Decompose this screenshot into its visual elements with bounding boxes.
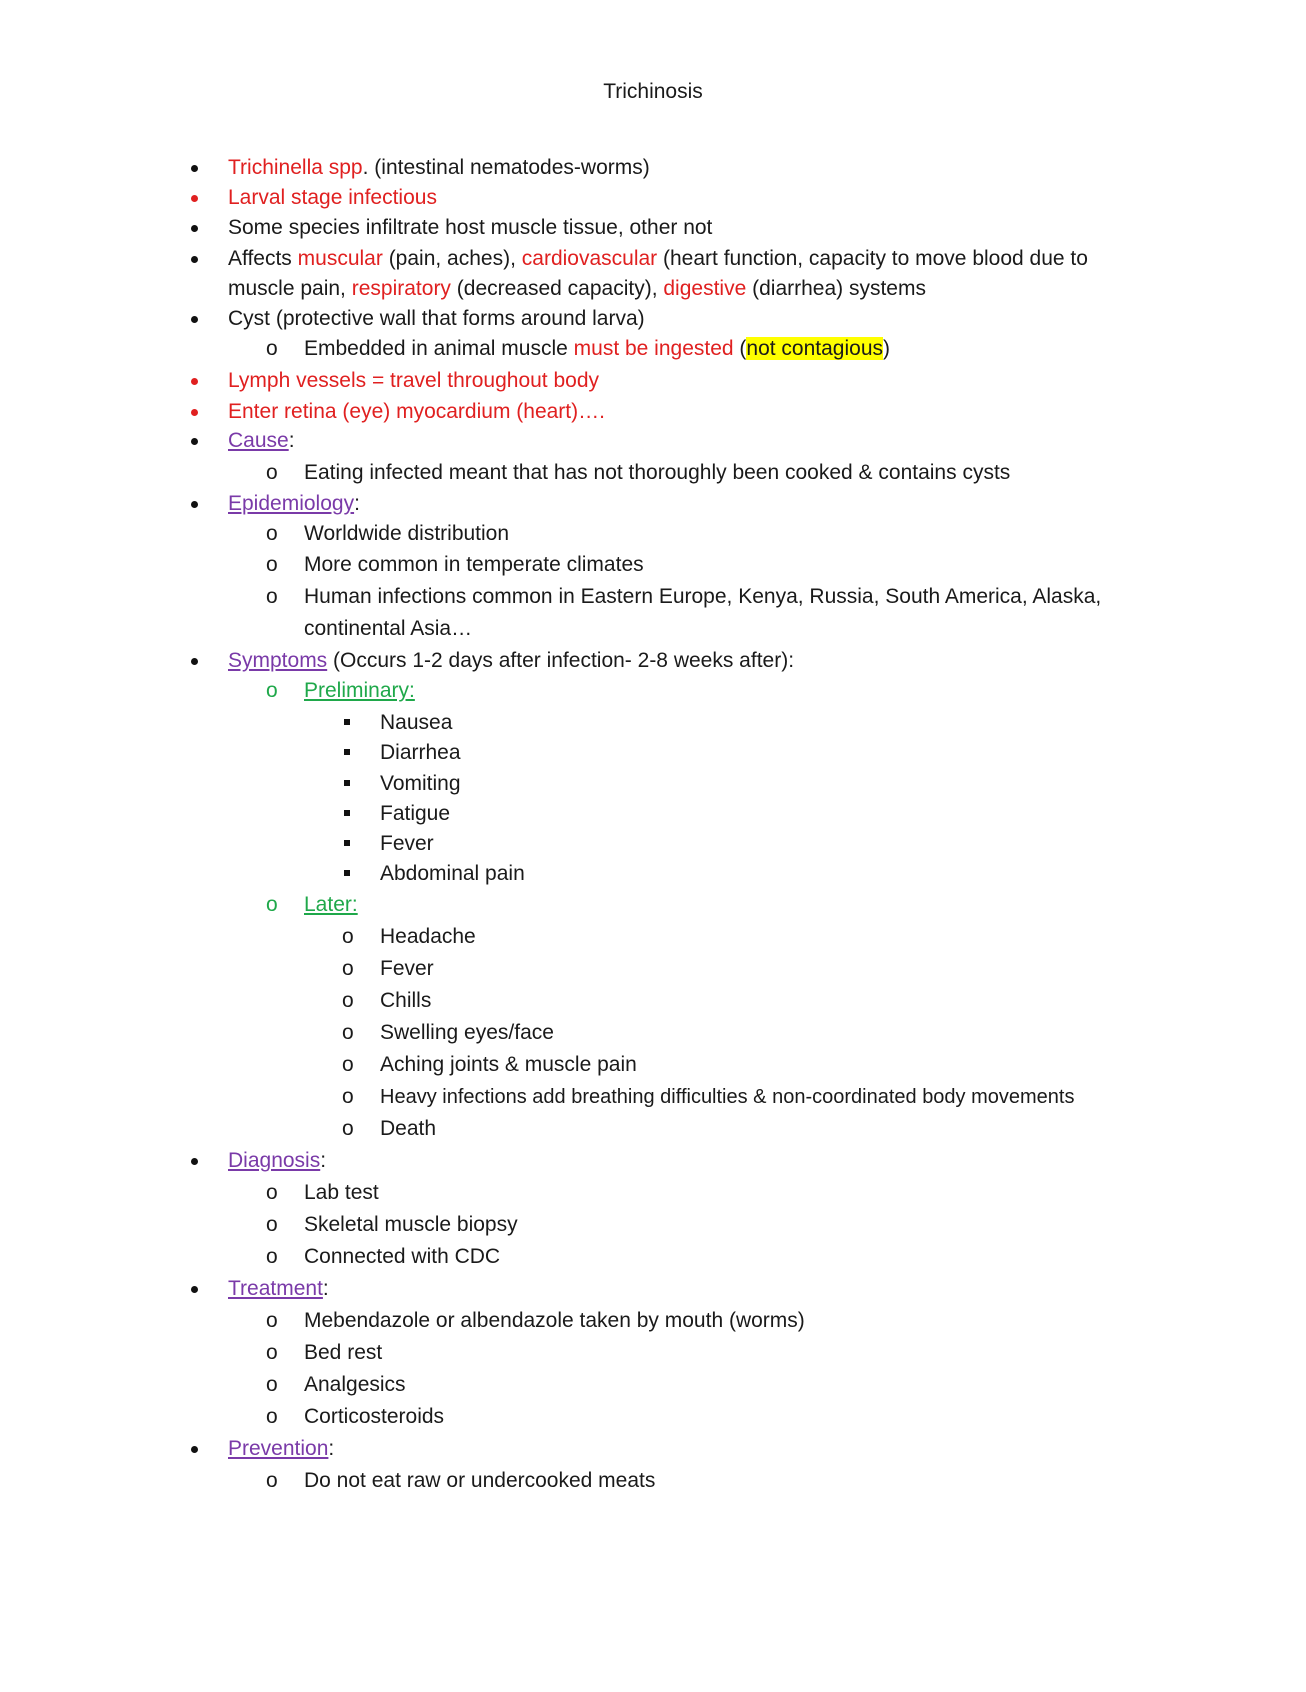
preliminary-item: Fever — [380, 832, 434, 855]
epidemiology-link[interactable]: Epidemiology — [228, 492, 355, 515]
text: (Occurs 1-2 days after infection- 2-8 weeks after): — [327, 649, 795, 672]
epidemiology-item: Human infections common in Eastern Europe, Kenya, Russia, South America, Alaska, — [304, 585, 1102, 608]
epidemiology-item: More common in temperate climates — [304, 553, 644, 576]
text: : — [320, 1149, 327, 1172]
intro-line-5-sub — [304, 334, 890, 364]
bullet-dot — [191, 438, 198, 445]
preliminary-item: Abdominal pain — [380, 862, 525, 885]
sub-marker: o — [266, 1245, 278, 1268]
diagnosis-item: Skeletal muscle biopsy — [304, 1213, 518, 1236]
later-heading — [304, 890, 358, 920]
diagnosis-heading — [228, 1146, 326, 1176]
preliminary-item: Nausea — [380, 711, 453, 734]
intro-line-1 — [228, 153, 650, 183]
later-link[interactable]: Later: — [304, 893, 358, 916]
square-bullet — [344, 780, 350, 786]
sub-marker: o — [266, 1341, 278, 1364]
text: (pain, aches), — [382, 247, 522, 270]
bullet-dot — [191, 1286, 198, 1293]
diagnosis-item: Lab test — [304, 1181, 379, 1204]
symptoms-link[interactable]: Symptoms — [228, 649, 328, 672]
square-bullet — [344, 719, 350, 725]
text: : — [288, 429, 295, 452]
text: Embedded in animal muscle — [304, 337, 574, 360]
sub-marker: o — [342, 925, 354, 948]
sub-marker: o — [342, 1021, 354, 1044]
text: ) — [883, 337, 891, 360]
cause-heading — [228, 426, 295, 456]
treatment-item: Mebendazole or albendazole taken by mouth (worms) — [304, 1309, 805, 1332]
sub-marker: o — [266, 1373, 278, 1396]
square-bullet — [344, 810, 350, 816]
later-item: Swelling eyes/face — [380, 1021, 554, 1044]
highlighted-text: not contagious — [746, 337, 884, 360]
later-item: Fever — [380, 957, 434, 980]
bullet-dot — [191, 409, 198, 416]
bullet-dot — [191, 256, 198, 263]
text: (decreased capacity), — [450, 277, 664, 300]
square-bullet — [344, 749, 350, 755]
sub-marker: o — [266, 1405, 278, 1428]
sub-marker: o — [342, 1085, 354, 1108]
intro-line-4b — [228, 274, 926, 304]
sub-marker: o — [266, 585, 278, 608]
preliminary-link[interactable]: Preliminary: — [304, 679, 415, 702]
sub-marker: o — [266, 1213, 278, 1236]
bullet-dot — [191, 501, 198, 508]
sub-marker: o — [266, 1469, 278, 1492]
epidemiology-item-continued: continental Asia… — [304, 617, 473, 640]
treatment-link[interactable]: Treatment — [228, 1277, 323, 1300]
prevention-heading — [228, 1434, 334, 1464]
epidemiology-item: Worldwide distribution — [304, 522, 510, 545]
later-item: Aching joints & muscle pain — [380, 1053, 637, 1076]
bullet-dot — [191, 165, 198, 172]
red-text: muscular — [297, 247, 383, 270]
black-text: . (intestinal nematodes-worms) — [362, 156, 650, 179]
sub-marker: o — [266, 893, 278, 916]
bullet-dot — [191, 316, 198, 323]
later-item: Headache — [380, 925, 476, 948]
text: : — [322, 1277, 329, 1300]
cause-item: Eating infected meant that has not thoroughly been cooked & contains cysts — [304, 461, 1011, 484]
red-text: Trichinella spp — [228, 156, 363, 179]
preliminary-item: Fatigue — [380, 802, 451, 825]
sub-marker: o — [342, 1053, 354, 1076]
symptoms-heading — [228, 646, 794, 676]
red-text: cardiovascular — [521, 247, 658, 270]
intro-line-5: Cyst (protective wall that forms around larva) — [228, 307, 645, 330]
sub-marker: o — [266, 553, 278, 576]
text: Affects — [228, 247, 298, 270]
treatment-item: Bed rest — [304, 1341, 383, 1364]
square-bullet — [344, 870, 350, 876]
sub-marker: o — [342, 989, 354, 1012]
square-bullet — [344, 840, 350, 846]
text: : — [354, 492, 360, 515]
preliminary-item: Vomiting — [380, 772, 461, 795]
sub-marker: o — [342, 957, 354, 980]
later-item: Heavy infections add breathing difficulties & non-coordinated body movements — [380, 1086, 1075, 1108]
bullet-dot — [191, 195, 198, 202]
intro-line-6: Lymph vessels = travel throughout body — [228, 369, 600, 392]
intro-line-7: Enter retina (eye) myocardium (heart)…. — [228, 400, 605, 423]
bullet-dot — [191, 1158, 198, 1165]
prevention-item: Do not eat raw or undercooked meats — [304, 1469, 656, 1492]
sub-marker: o — [266, 1181, 278, 1204]
treatment-item: Corticosteroids — [304, 1405, 445, 1428]
intro-line-3: Some species infiltrate host muscle tissue, other not — [228, 216, 713, 239]
text: : — [328, 1437, 335, 1460]
sub-marker: o — [266, 1309, 278, 1332]
sub-marker: o — [266, 522, 278, 545]
treatment-heading — [228, 1274, 329, 1304]
later-item: Chills — [380, 989, 432, 1012]
text: ( — [733, 337, 747, 360]
later-item: Death — [380, 1117, 437, 1140]
red-text: digestive — [663, 277, 747, 300]
bullet-dot — [191, 1446, 198, 1453]
intro-line-2: Larval stage infectious — [228, 186, 437, 209]
document-title: Trichinosis — [603, 80, 703, 103]
sub-marker: o — [266, 679, 278, 702]
red-text: must be ingested — [573, 337, 734, 360]
sub-marker: o — [342, 1117, 354, 1140]
intro-line-4a — [228, 244, 1088, 274]
bullet-dot — [191, 378, 198, 385]
bullet-dot — [191, 658, 198, 665]
treatment-item: Analgesics — [304, 1373, 406, 1396]
prevention-link[interactable]: Prevention — [228, 1437, 329, 1460]
diagnosis-item: Connected with CDC — [304, 1245, 501, 1268]
red-text: respiratory — [351, 277, 451, 300]
epidemiology-heading — [228, 489, 360, 519]
preliminary-heading — [304, 676, 415, 706]
diagnosis-link[interactable]: Diagnosis — [228, 1149, 321, 1172]
preliminary-item: Diarrhea — [380, 741, 461, 764]
sub-marker: o — [266, 461, 278, 484]
text: (heart function, capacity to move blood due to — [657, 247, 1088, 270]
text: (diarrhea) systems — [746, 277, 926, 300]
sub-marker: o — [266, 337, 278, 360]
cause-link[interactable]: Cause — [228, 429, 289, 452]
bullet-dot — [191, 225, 198, 232]
text: muscle pain, — [228, 277, 352, 300]
